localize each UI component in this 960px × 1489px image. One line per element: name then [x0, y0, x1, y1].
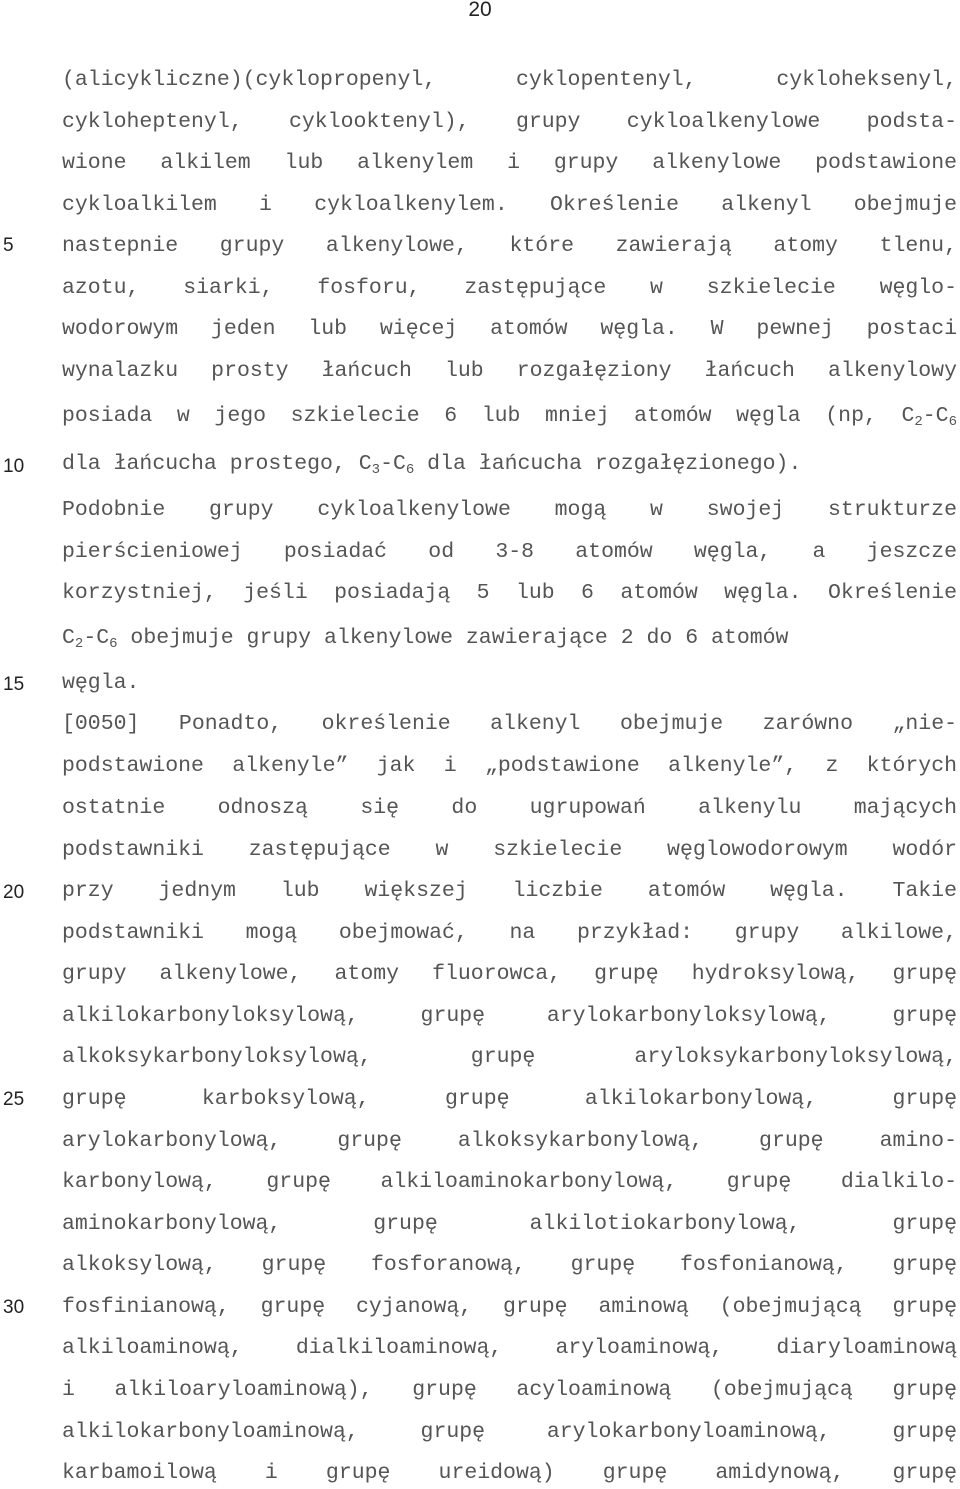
text-line: wynalazku prosty łańcuch lub rozgałęziony łańcuch alkenylowy — [62, 359, 957, 383]
subscript: 2 — [74, 636, 84, 652]
text-line: (alicykliczne)(cyklopropenyl, cyklopentenyl, cykloheksenyl, — [62, 68, 957, 92]
text-line: podstawione alkenyle” jak i „podstawione alkenyle”, z których — [62, 754, 957, 778]
text-line: węgla. — [62, 671, 140, 695]
text-line: podstawniki zastępujące w szkielecie węglowodorowym wodór — [62, 838, 957, 862]
text-line: alkiloaminową, dialkiloaminową, aryloaminową, diaryloaminową — [62, 1336, 957, 1360]
text-line-with-formula — [62, 628, 957, 650]
text-line-with-formula — [62, 454, 957, 476]
text-line: alkoksykarbonyloksylową, grupę aryloksykarbonyloksylową, — [62, 1045, 957, 1069]
text-line: karbonylową, grupę alkiloaminokarbonylową, grupę dialkilo- — [62, 1170, 957, 1194]
line-number-20: 20 — [3, 882, 25, 903]
subscript: 3 — [371, 462, 381, 478]
text-segment: posiada w jego szkielecie 6 lub mniej atomów węgla (np, C — [62, 404, 915, 428]
text-line: przy jednym lub większej liczbie atomów węgla. Takie — [62, 879, 957, 903]
text-segment: -C — [83, 626, 110, 650]
text-line: azotu, siarki, fosforu, zastępujące w szkielecie węglo- — [62, 276, 957, 300]
text-line: korzystniej, jeśli posiadają 5 lub 6 atomów węgla. Określenie — [62, 581, 957, 605]
text-segment: obejmuje grupy alkenylowe zawierające 2 do 6 atomów — [117, 626, 789, 650]
text-line: fosfinianową, grupę cyjanową, grupę aminową (obejmującą grupę — [62, 1295, 957, 1319]
text-line-with-formula — [62, 406, 957, 428]
page-number: 20 — [468, 0, 492, 21]
text-segment: -C — [380, 452, 406, 476]
text-line: grupy alkenylowe, atomy fluorowca, grupę hydroksylową, grupę — [62, 962, 957, 986]
text-line: wodorowym jeden lub więcej atomów węgla. W pewnej postaci — [62, 317, 957, 341]
text-line: karbamoilową i grupę ureidową) grupę amidynową, grupę — [62, 1461, 957, 1485]
text-segment: C — [62, 626, 75, 650]
subscript: 6 — [109, 636, 118, 652]
text-line: cykloalkilem i cykloalkenylem. Określenie alkenyl obejmuje — [62, 193, 957, 217]
text-line: ostatnie odnoszą się do ugrupowań alkenylu mających — [62, 796, 957, 820]
line-number-25: 25 — [3, 1089, 25, 1110]
text-line: alkilokarbonyloaminową, grupę arylokarbonyloaminową, grupę — [62, 1420, 957, 1444]
text-line: grupę karboksylową, grupę alkilokarbonylową, grupę — [62, 1087, 957, 1111]
subscript: 6 — [948, 414, 957, 430]
text-line: alkilokarbonyloksylową, grupę arylokarbonyloksylową, grupę — [62, 1004, 957, 1028]
text-segment: -C — [922, 404, 949, 428]
text-line: arylokarbonylową, grupę alkoksykarbonylową, grupę amino- — [62, 1129, 957, 1153]
line-number-30: 30 — [3, 1297, 25, 1318]
text-segment: dla łańcucha rozgałęzionego). — [414, 452, 802, 476]
subscript: 6 — [405, 462, 415, 478]
text-segment: dla łańcucha prostego, C — [62, 452, 372, 476]
line-number-15: 15 — [3, 674, 25, 695]
text-line: [0050] Ponadto, określenie alkenyl obejmuje zarówno „nie- — [62, 712, 957, 736]
text-line: pierścieniowej posiadać od 3-8 atomów węgla, a jeszcze — [62, 540, 957, 564]
text-line: cykloheptenyl, cyklooktenyl), grupy cykloalkenylowe podsta- — [62, 110, 957, 134]
text-line: alkoksylową, grupę fosforanową, grupę fosfonianową, grupę — [62, 1253, 957, 1277]
text-line: podstawniki mogą obejmować, na przykład: grupy alkilowe, — [62, 921, 957, 945]
subscript: 2 — [914, 414, 923, 430]
text-line: Podobnie grupy cykloalkenylowe mogą w swojej strukturze — [62, 498, 957, 522]
text-line: wione alkilem lub alkenylem i grupy alkenylowe podstawione — [62, 151, 957, 175]
text-line: i alkiloaryloaminową), grupę acyloaminową (obejmującą grupę — [62, 1378, 957, 1402]
line-number-5: 5 — [3, 235, 14, 256]
text-line: aminokarbonylową, grupę alkilotiokarbonylową, grupę — [62, 1212, 957, 1236]
text-line: nastepnie grupy alkenylowe, które zawierają atomy tlenu, — [62, 234, 957, 258]
line-number-10: 10 — [3, 456, 25, 477]
